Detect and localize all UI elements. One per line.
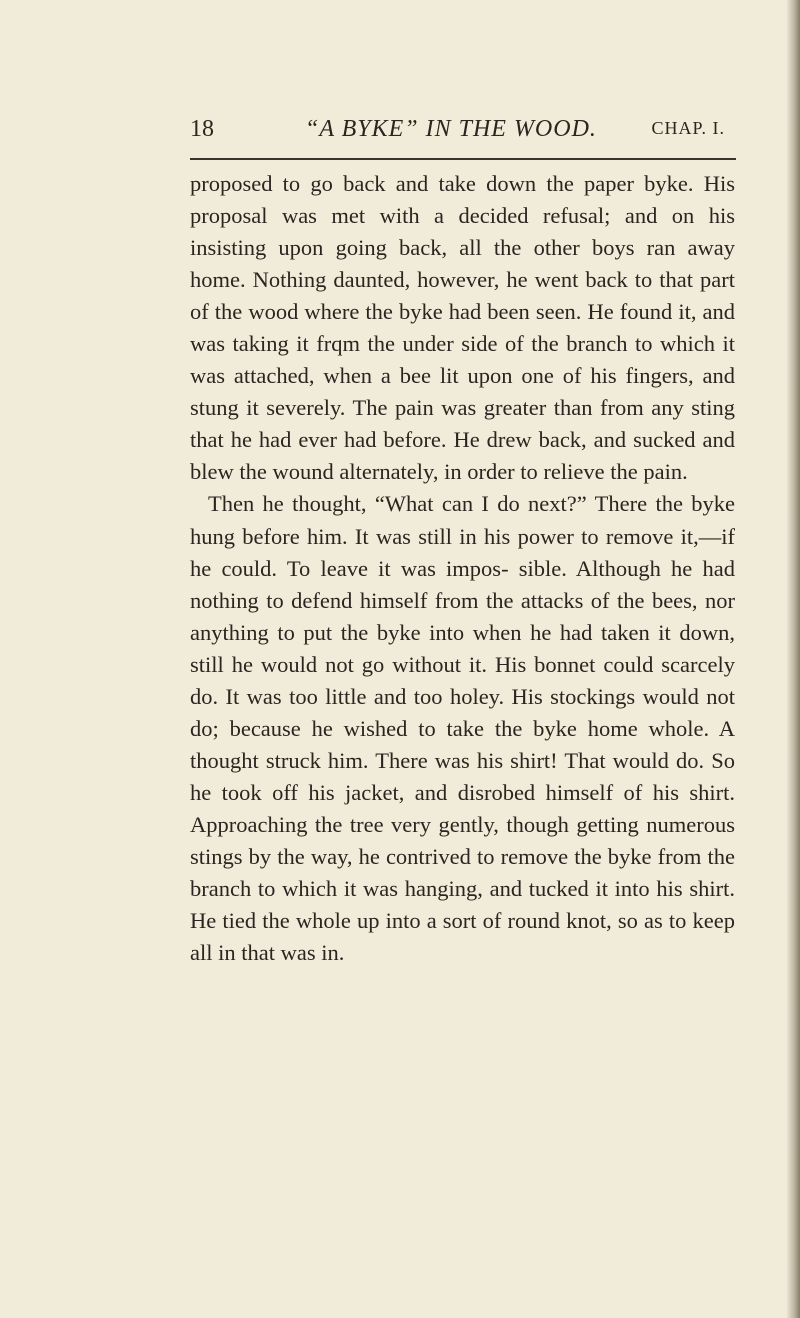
page-edge-shadow bbox=[786, 0, 800, 1318]
body-text bbox=[190, 168, 735, 969]
paragraph: Then he thought, “What can I do next?” There the byke hung before him. It was still in his power to remove it,—if he could. To leave it was impos- sible. Although he had nothing to defend himself from the attacks of the bees, nor anything to put the byke into when he had taken it down, still he would not go without it. His bonnet could scarcely do. It was too little and too holey. His stockings would not do; because he wished to take the byke home whole. A thought struck him. There was his shirt! That would do. So he took off his jacket, and disrobed himself of his shirt. Approaching the tree very gently, though getting numerous stings by the way, he contrived to remove the byke from the branch to which it was hanging, and tucked it into his shirt. He tied the whole up into a sort of round knot, so as to keep all in that was in. bbox=[190, 491, 735, 966]
page-number: 18 bbox=[190, 116, 214, 142]
paragraph: proposed to go back and take down the paper byke. His proposal was met with a decided refusal; and on his insisting upon going back, all the other boys ran away home. Nothing daunted, however, he went back to that part of the wood where the byke had been seen. He found it, and was taking it frqm the under side of the branch to which it was attached, when a bee lit upon one of his fingers, and stung it severely. The pain was greater than from any sting that he had ever had before. He drew back, and sucked and blew the wound alternately, in order to relieve the pain. bbox=[190, 171, 735, 485]
running-head bbox=[190, 116, 735, 156]
running-title: “A BYKE” IN THE WOOD. bbox=[305, 116, 597, 142]
header-rule bbox=[190, 158, 736, 160]
chapter-label: CHAP. I. bbox=[651, 118, 725, 138]
